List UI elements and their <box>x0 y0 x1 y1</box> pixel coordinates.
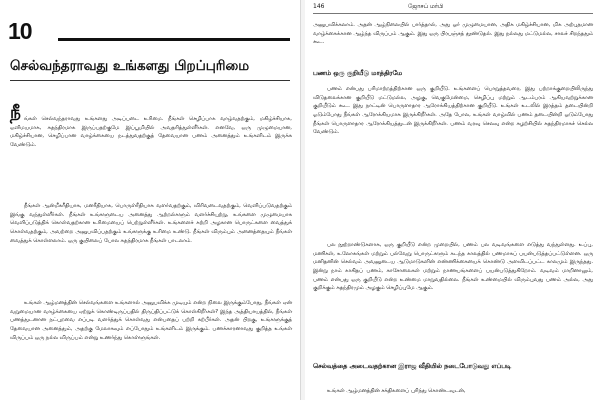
section1-paragraph-2: பல நூற்றாண்டுகளாக, ஒரு குறியீடு என்ற முறையில், பணம் பல வடிவங்களை எடுத்து வந்துள்ளது. உப்பு, மணிகள், உலோகங்கள் மற்றும் பல்வேறு பொருட்களும் கடந்த காலத்தில் பணமாகப் பயன்படுத்தப்பட்டுள்ளன. ஒரு மனிதனின் செல்வம் அவனுடைய ஆடுமாடுகளின் எண்ணிக்கையைக் கொண்டு அளவிடப்பட்ட காலமும் இருந்தது. இன்று நாம் காகிதப் பணம், காசோலைகள் மற்றும் நாணயங்களைப் பயன்படுத்துகிறோம். வடிவம் மாறினாலும், பணம் என்பது ஒரு குறியீடு என்ற உண்மை மாறுவதில்லை. நீங்கள் உண்மையில் விரும்புவது பணம் அல்ல, அது குறிக்கும் சுதந்திரமும் அழகும் செழிப்புமே ஆகும். <box>313 242 593 292</box>
section-heading-1: பணம் ஒரு குறியீடு மாத்திரமே <box>313 69 403 77</box>
chapter-rule <box>58 38 290 41</box>
chapter-heading <box>8 20 290 42</box>
page-number: 146 <box>313 3 325 10</box>
chapter-number: 10 <box>8 18 32 44</box>
chapter-title: செல்வந்தராவது உங்களது பிறப்புரிமை <box>10 58 250 74</box>
right-page <box>305 0 600 400</box>
page-header <box>313 3 593 14</box>
section2-intro: உங்கள் ஆழ்மனத்தின் சக்திகளைப் புரிந்து கொண்டவுடன், <box>327 388 466 395</box>
paragraph-1: ங்கள் செல்வந்தராவது உங்களது அடிப்படை உரிமை. நீங்கள் செழிப்பாக வாழ்வதற்கும், மகிழ்ச்சியாக, ஒளிமயமாக, சுதந்திரமாக இருப்பதற்குமே இப்பூமியில் அவதரித்துள்ளீர்கள். எனவே, ஒரு முழுமையான, மகிழ்ச்சியான, செழிப்பான வாழ்க்கையை நடத்துவதற்குத் தேவையான பணம் அனைத்தும் உங்களிடம் இருக்க வேண்டும். <box>10 116 292 149</box>
paragraph-3: உங்கள் ஆழ்மனத்தின் செல்வங்களை உங்களால் அனுபவிக்க முடியும் என்ற நிலை இருக்கும்போது, நீங்கள் ஏன் வறுமையான வாழ்க்கையை ஏற்றுக் கொண்டிருப்பதில் திருப்திப்பட்டுக் கொள்கிறீர்கள்? இந்த அத்தியாயத்தில், நீங்கள் பணத்துடனான நட்புறவை எப்படி வளர்த்துக் கொள்வது என்பதைப் பற்றி கற்பீர்கள். அதன் பிறகு, உங்களுக்குத் தேவையான அனைத்தும், அதற்கு மேலாகவும் எப்போதும் உங்களிடம் இருக்கும். பணக்காரனாவது குறித்த உங்கள் விருப்பம் ஒரு நல்ல விருப்பம் என்று உணர்ந்து கொள்ளுங்கள். <box>10 300 292 341</box>
drop-cap: நீ <box>10 103 21 123</box>
paragraph-2: நீங்கள் ஆன்மீகரீதியாக, மனரீதியாக, பொருள்ரீதியாக வளர்வதற்கும், விரிவடைவதற்கும், வெளிப்படுவதற்கும் இங்கு வந்துள்ளீர்கள். நீங்கள் உங்களுடைய அனைத்து ஆற்றல்களும் வளர்ச்சியுற்று, உங்களை முழுமையாக வெளிப்படுத்திக் கொள்வதற்கான உரிமையைப் பெற்றுள்ளீர்கள். உங்களைச் சுற்றி அழகான பொருட்களை வைத்துக் கொள்வதற்கும், அவற்றை அனுபவிப்பதற்கும் உங்களுக்கு உரிமை உண்டு. நீங்கள் விரும்பும் அனைத்தையும் நீங்கள் வைத்துக் கொள்ளலாம். ஒரு குயிலைப் போல சுதந்திரமாக நீங்கள் பாடலாம். <box>10 203 292 244</box>
intro-paragraph: அனுபவிக்கலாம். அதன் ஆழ்நிலையில் பார்த்தால், அது ஓர் முழுமையான, அதிக மகிழ்ச்சியான, மிக அற்புதமான வாழ்க்கைக்கான ஆழ்ந்த விருப்பம் ஆகும். இது ஒரு பிரபஞ்சத் தூண்டுதல். இது நல்லது மட்டுமல்ல, சாலச் சிறந்ததும் கூட. <box>313 22 593 46</box>
section-heading-2: செல்வத்தை அடைவதற்கான இராஜ வீதியில் நடைபோடுவது எப்படி <box>313 362 512 370</box>
title-divider <box>10 80 290 81</box>
running-head: ஜோசப் மர்பி <box>408 3 444 10</box>
section1-paragraph-1: பணம் என்பது பரிமாற்றத்திற்கான ஒரு குறியீடு. உங்களைப் பொறுத்தவரை, இது பற்றாக்குறையிலிருந்து விடுதலைக்கான குறியீடு மட்டுமல்ல, அழகு, வெகுமேன்மை, செழிப்பு மற்றும் ஆடம்பரம் ஆகியவற்றுக்கான குறியீடும் கூட. இது நாட்டின் பொருளாதார ஆரோக்கியத்திற்கான குறியீடு. உங்கள் உடலில் இரத்தம் தடையின்றி ஓடும்போது நீங்கள் ஆரோக்கியமாக இருக்கிறீர்கள். அதே போல, உங்கள் வாழ்வில் பணம் தடையின்றி ஓடும்போது நீங்கள் பொருளாதார ஆரோக்கியத்துடன் இருக்கிறீர்கள். பணம் வரவு செலவு என்ற சுழற்சியில் சுதந்திரமாகச் செல்ல வேண்டும். <box>313 86 593 136</box>
